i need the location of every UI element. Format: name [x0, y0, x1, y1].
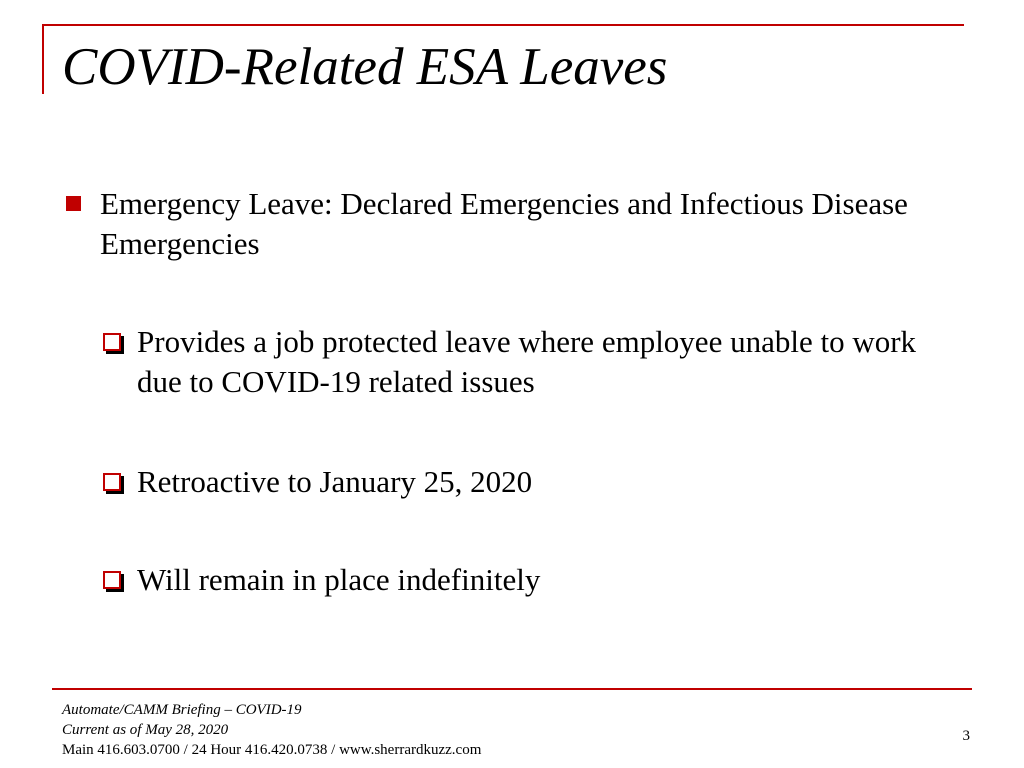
- sub-bullet-indefinite: [137, 560, 937, 600]
- slide-title: COVID-Related ESA Leaves: [62, 38, 668, 96]
- footer-contact-info: Main 416.603.0700 / 24 Hour 416.420.0738 / www.sherrardkuzz.com: [62, 742, 482, 758]
- page-number: 3: [962, 728, 970, 744]
- sub-bullet-text: Provides a job protected leave where employee unable to work due to COVID-19 related issues: [137, 324, 917, 399]
- sub-bullet-text: Retroactive to January 25, 2020: [137, 464, 533, 499]
- sub-bullet-job-protected-leave: [137, 322, 937, 402]
- title-frame-top-rule: [42, 24, 964, 26]
- bullet-emergency-leave: [100, 184, 930, 264]
- title-frame-left-rule: [42, 24, 44, 94]
- bullet-text: Emergency Leave: Declared Emergencies and Infectious Disease Emergencies: [100, 186, 908, 261]
- sub-bullet-text: Will remain in place indefinitely: [137, 562, 541, 597]
- checkbox-bullet-icon: [103, 333, 121, 351]
- square-bullet-icon: [66, 196, 81, 211]
- checkbox-bullet-icon: [103, 571, 121, 589]
- footer-current-date: Current as of May 28, 2020: [62, 722, 229, 738]
- sub-bullet-retroactive: [137, 462, 937, 502]
- footer-briefing-title: Automate/CAMM Briefing – COVID-19: [62, 702, 302, 718]
- checkbox-bullet-icon: [103, 473, 121, 491]
- footer-rule: [52, 688, 972, 690]
- footer: [62, 700, 481, 760]
